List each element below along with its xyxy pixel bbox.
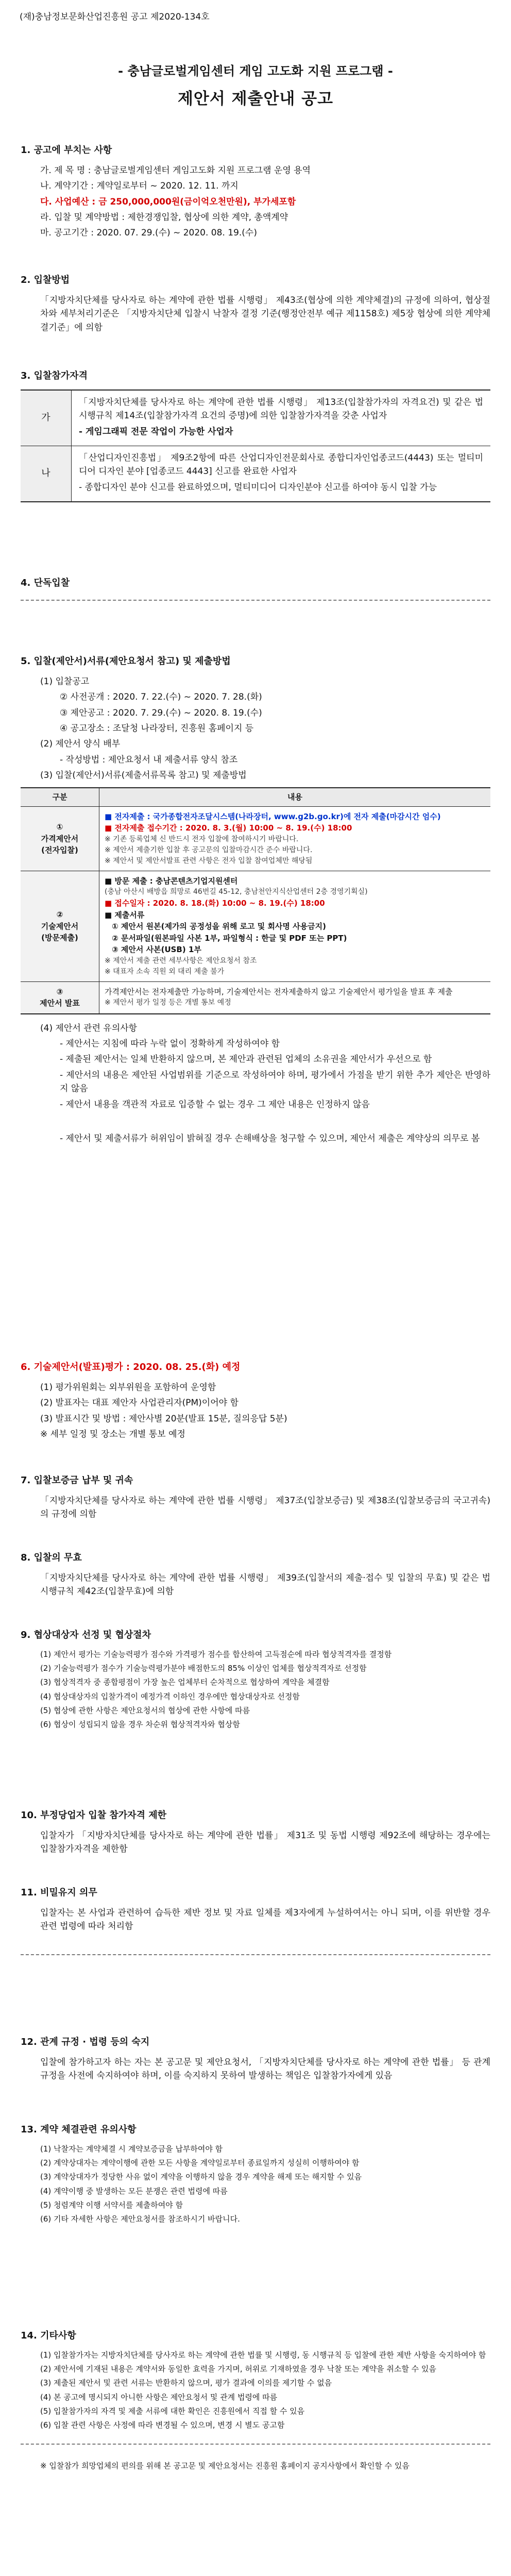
list-item: 다. 사업예산 : 금 250,000,000원(금이억오천만원), 부가세포함 [40, 196, 296, 207]
table-cell-label: ① 가격제안서 (전자입찰) [21, 806, 99, 871]
section-6-heading: 6. 기술제안서(발표)평가 : 2020. 08. 25.(화) 예정 [21, 1362, 241, 1372]
list-item: (2) 제안서 양식 배부 [40, 739, 121, 750]
section-9-heading: 9. 협상대상자 선정 및 협상절차 [21, 1630, 151, 1640]
section-10-heading: 10. 부정당업자 입찰 참가자격 제한 [21, 1810, 166, 1821]
list-item: - 제안서는 지침에 따라 누락 없이 정확하게 작성하여야 함 [60, 1039, 280, 1049]
table-line: ■ 접수일자 : 2020. 8. 18.(화) 10:00 ~ 8. 19.(수) 18:00 [105, 899, 325, 908]
eligibility-text: - 종합디자인 분야 신고를 완료하였으며, 멀티미디어 디자인분야 신고를 하여야 동시 입찰 가능 [79, 482, 437, 493]
section-12 [21, 2035, 490, 2085]
list-item: (6) 기타 자세한 사항은 제안요청서를 참조하시기 바랍니다. [40, 2214, 240, 2224]
table-cell-label: ② 기술제안서 (방문제출) [21, 871, 99, 981]
table-line: ■ 전자제출 접수기간 : 2020. 8. 3.(월) 10:00 ~ 8. 19.(수) 18:00 [105, 823, 352, 833]
list-item: - 제안서 내용을 객관적 자료로 입증할 수 없는 경우 그 제안 내용은 인정하지 않음 [60, 1099, 370, 1110]
section-14-notice: ※ 입찰참가 희망업체의 편의를 위해 본 공고문 및 제안요청서는 진흥원 홈페이지 공지사항에서 확인할 수 있음 [40, 2461, 410, 2471]
program-subtitle: - 충남글로벌게임센터 게임 고도화 지원 프로그램 - [118, 64, 393, 78]
section-6 [21, 1360, 490, 1443]
submission-table [21, 787, 490, 1014]
table-line: ※ 기존 등록업체 신 반드시 전자 입찰에 참여하시기 바랍니다. [105, 835, 299, 843]
list-item: (1) 입찰공고 [40, 676, 90, 687]
table-cell [72, 390, 491, 446]
list-item: 라. 입찰 및 계약방법 : 제한경쟁입찰, 협상에 의한 계약, 총액계약 [40, 212, 288, 223]
table-line: ■ 방문 제출 : 충남콘텐츠기업지원센터 [105, 876, 238, 886]
table-line: ※ 제안서 평가 일정 등은 개별 통보 예정 [105, 998, 231, 1007]
list-item: (3) 발표시간 및 방법 : 제안사별 20분(발표 15분, 질의응답 5분) [40, 1413, 287, 1424]
list-item: (1) 입찰참가자는 지방자치단체를 당사자로 하는 계약에 관한 법률 및 시행령, 동 시행규칙 등 입찰에 관한 제반 사항을 숙지하여야 함 [40, 2350, 486, 2360]
eligibility-table [21, 389, 490, 502]
section-5-heading: 5. 입찰(제안서)서류(제안요청서 참고) 및 제출방법 [21, 656, 231, 667]
section-1 [21, 143, 490, 242]
list-item: (6) 협상이 성립되지 않을 경우 차순위 협상적격자와 협상함 [40, 1720, 240, 1730]
table-cell [72, 446, 491, 502]
list-item: (3) 입찰(제안서)서류(제출서류목록 참고) 및 제출방법 [40, 770, 247, 781]
list-item: (1) 평가위원회는 외부위원을 포함하여 운영함 [40, 1382, 216, 1393]
section-14-list [21, 2349, 490, 2432]
table-row [21, 390, 490, 446]
list-item: (2) 계약상대자는 계약이행에 관한 모든 사항을 계약일로부터 종료일까지 성실히 이행하여야 함 [40, 2158, 360, 2168]
section-5-notes [21, 1022, 490, 1145]
section-1-list [21, 164, 490, 240]
section-13-list [21, 2143, 490, 2226]
section-11 [21, 1886, 490, 1955]
table-line: ※ 제안서 제출 관련 세부사항은 제안요청서 참조 [105, 956, 257, 965]
table-row [21, 446, 490, 502]
divider [21, 2444, 490, 2445]
table-line: ※ 대표자 소속 직원 외 대리 제출 불가 [105, 967, 225, 976]
section-5-list [21, 675, 490, 782]
list-item: - 제안서 및 제출서류가 허위임이 밝혀질 경우 손해배상을 청구할 수 있으며, 제안서 제출은 계약상의 의무로 봄 [60, 1133, 480, 1144]
table-cell-label: 가 [21, 390, 72, 446]
section-14 [21, 2329, 490, 2475]
section-14-heading: 14. 기타사항 [21, 2330, 76, 2341]
section-11-body: 입찰자는 본 사업과 관련하여 습득한 제반 정보 및 자료 일체를 제3자에게 누설하여서는 아니 되며, 이를 위반할 경우 관련 법령에 따라 처리함 [40, 1907, 490, 1932]
list-item: (3) 계약상대자가 정당한 사유 없이 계약을 이행하지 않을 경우 계약을 해제 또는 해지할 수 있음 [40, 2172, 362, 2182]
section-9-list [21, 1649, 490, 1731]
table-line: ③ 제안서 사본(USB) 1부 [112, 945, 201, 955]
section-8 [21, 1551, 490, 1601]
section-12-body: 입찰에 참가하고자 하는 자는 본 공고문 및 제안요청서, 「지방자치단체를 당사자로 하는 계약에 관한 법률」 등 관계 규정을 사전에 숙지하여야 하며, 이를 숙지하지 못하여 발생하는 책임은 입찰참가자에게 있음 [40, 2057, 490, 2081]
table-cell [99, 806, 491, 871]
section-10 [21, 1808, 490, 1858]
document-number: (재)충남정보문화산업진흥원 공고 제2020-134호 [20, 12, 210, 22]
section-5 [21, 654, 490, 1147]
section-1-heading: 1. 공고에 부치는 사항 [21, 145, 112, 156]
section-7-body: 「지방자치단체를 당사자로 하는 계약에 관한 법률 시행령」 제37조(입찰보증금) 및 제38조(입찰보증금의 국고귀속)의 규정에 의함 [40, 1495, 490, 1520]
list-item: (4) 협상대상자의 입찰가격이 예정가격 이하인 경우에만 협상대상자로 선정함 [40, 1691, 300, 1701]
table-line: ※ 제안서 및 제안서발표 관련 사항은 전자 입찰 참여업체만 해당됨 [105, 856, 313, 865]
table-header: 내용 [99, 788, 491, 806]
table-row [21, 981, 490, 1014]
list-item: (5) 청렴계약 이행 서약서를 제출하여야 함 [40, 2200, 183, 2210]
list-item: (2) 기술능력평가 점수가 기술능력평가분야 배점한도의 85% 이상인 업체를 협상적격자로 선정함 [40, 1664, 367, 1673]
section-2 [21, 273, 490, 336]
list-item: (5) 입찰참가자의 자격 및 제출 서류에 대한 확인은 진흥원에서 직접 할 수 있음 [40, 2406, 305, 2416]
table-line: ■ 전자제출 : 국가종합전자조달시스템(나라장터, www.g2b.go.kr)에 전자 제출(마감시간 엄수) [105, 811, 441, 821]
table-line: (충남 아산시 배방읍 희망로 46번길 45-12, 충남천안지식산업센터 2층 경영기획실) [105, 888, 368, 896]
list-item: - 제출된 제안서는 일체 반환하지 않으며, 본 제안과 관련된 업체의 소유권을 제안서가 우선으로 함 [60, 1054, 432, 1065]
table-cell [99, 871, 491, 981]
section-3 [21, 369, 490, 502]
list-item: (3) 제출된 제안서 및 관련 서류는 반환하지 않으며, 평가 결과에 이의를 제기할 수 없음 [40, 2378, 332, 2388]
list-item: (4) 본 공고에 명시되지 아니한 사항은 제안요청서 및 관계 법령에 따름 [40, 2392, 278, 2402]
list-item: (1) 제안서 평가는 기술능력평가 점수와 가격평가 점수를 합산하여 고득점순에 따라 협상적격자를 결정함 [40, 1649, 392, 1659]
section-13 [21, 2123, 490, 2227]
list-item: 마. 공고기간 : 2020. 07. 29.(수) ~ 2020. 08. 19.(수) [40, 228, 257, 239]
list-item: 가. 제 목 명 : 충남글로벌게임센터 게임고도화 지원 프로그램 운영 용역 [40, 165, 311, 176]
section-8-body: 「지방자치단체를 당사자로 하는 계약에 관한 법률 시행령」 제39조(입찰서의 제출·접수 및 입찰의 무효) 및 같은 법 시행규칙 제42조(입찰무효)에 의함 [40, 1572, 490, 1597]
list-item: ② 사전공개 : 2020. 7. 22.(수) ~ 2020. 7. 28.(화) [60, 692, 262, 703]
section-10-body: 입찰자가 「지방자치단체를 당사자로 하는 계약에 관한 법률」 제31조 및 동법 시행령 제92조에 해당하는 경우에는 입찰참가자격을 제한함 [40, 1830, 490, 1855]
table-cell [99, 981, 491, 1014]
section-3-heading: 3. 입찰참가자격 [21, 370, 88, 381]
table-cell-label: 나 [21, 446, 72, 502]
list-item: (2) 제안서에 기재된 내용은 계약서와 동일한 효력을 가지며, 허위로 기재하였을 경우 낙찰 또는 계약을 취소할 수 있음 [40, 2364, 436, 2374]
section-2-heading: 2. 입찰방법 [21, 275, 70, 285]
section-8-heading: 8. 입찰의 무효 [21, 1552, 82, 1563]
list-item: (4) 계약이행 중 발생하는 모든 분쟁은 관련 법령에 따름 [40, 2186, 228, 2196]
list-item: ※ 세부 일정 및 장소는 개별 통보 예정 [40, 1429, 185, 1439]
eligibility-text: - 게임그래픽 전문 작업이 가능한 사업자 [79, 426, 233, 437]
eligibility-text: 「지방자치단체를 당사자로 하는 계약에 관한 법률 시행령」 제13조(입찰참가자의 자격요건) 및 같은 법 시행규칙 제14조(입찰참가자격 요건의 증명)에 의한 입찰참가자격을 갖춘 사업자 [79, 397, 483, 421]
section-2-body: 「지방자치단체를 당사자로 하는 계약에 관한 법률 시행령」 제43조(협상에 의한 계약체결)의 규정에 의하여, 협상절차와 세부처리기준은 「지방자치단체 입찰시 낙찰자 결정 기준(행정안전부 예규 제1158호) 제5장 협상에 의한 계약체결기준」에 의함 [40, 295, 490, 333]
list-item: (3) 협상적격자 중 종합평점이 가장 높은 업체부터 순차적으로 협상하여 계약을 체결함 [40, 1677, 330, 1687]
table-header-row [21, 788, 490, 806]
section-11-heading: 11. 비밀유지 의무 [21, 1887, 97, 1898]
list-item: (6) 입찰 관련 사항은 사정에 따라 변경될 수 있으며, 변경 시 별도 공고함 [40, 2420, 285, 2430]
list-item: 나. 계약기간 : 계약일로부터 ~ 2020. 12. 11. 까지 [40, 181, 239, 192]
list-item: (2) 발표자는 대표 제안자 사업관리자(PM)이어야 함 [40, 1398, 239, 1409]
section-4 [21, 576, 490, 601]
list-item: ④ 공고장소 : 조달청 나라장터, 진흥원 홈페이지 등 [60, 723, 254, 734]
divider [21, 1954, 490, 1955]
list-item: (5) 협상에 관한 사항은 제안요청서의 협상에 관한 사항에 따름 [40, 1705, 250, 1715]
table-line: ※ 제안서 제출기한 입찰 후 공고문의 입찰마감시간 준수 바랍니다. [105, 845, 313, 854]
table-line: ■ 제출서류 [105, 910, 145, 920]
table-cell-label: ③ 제안서 발표 [21, 981, 99, 1014]
table-row [21, 871, 490, 981]
divider [21, 600, 490, 601]
table-row [21, 806, 490, 871]
list-item: - 제안서의 내용은 제안된 사업범위를 기준으로 작성하여야 하며, 평가에서 가점을 받기 위한 추가 제안은 반영하지 않음 [60, 1070, 490, 1094]
section-7 [21, 1473, 490, 1523]
list-item: ③ 제안공고 : 2020. 7. 29.(수) ~ 2020. 8. 19.(수) [60, 707, 262, 718]
section-4-heading: 4. 단독입찰 [21, 578, 70, 588]
table-header: 구분 [21, 788, 99, 806]
list-item: (4) 제안서 관련 유의사항 [40, 1023, 138, 1033]
section-9 [21, 1628, 490, 1733]
page-title: 제안서 제출안내 공고 [177, 90, 334, 108]
table-line: ② 문서파일(원본파일 사본 1부, 파일형식 : 한글 및 PDF 또는 PPT) [112, 933, 347, 943]
section-7-heading: 7. 입찰보증금 납부 및 귀속 [21, 1475, 133, 1486]
list-item: (1) 낙찰자는 계약체결 시 계약보증금을 납부하여야 함 [40, 2144, 223, 2154]
section-13-heading: 13. 계약 체결관련 유의사항 [21, 2124, 137, 2135]
table-line: 가격제안서는 전자제출만 가능하며, 기술제안서는 전자제출하지 않고 기술제안서 평가일을 발표 후 제출 [105, 987, 453, 996]
section-12-heading: 12. 관계 규정 · 법령 등의 숙지 [21, 2037, 150, 2047]
list-item: - 작성방법 : 제안요청서 내 제출서류 양식 참조 [60, 754, 238, 765]
table-line: ① 제안서 원본(제가의 공정성을 위해 로고 및 회사명 사용금지) [112, 922, 326, 931]
eligibility-text: 「산업디자인진흥법」 제9조2항에 따른 산업디자인전문회사로 종합디자인업종코드(4443) 또는 멀티미디어 디자인 분야 [업종코드 4443] 신고를 완료한 사업자 [79, 452, 483, 477]
section-6-list [21, 1381, 490, 1441]
